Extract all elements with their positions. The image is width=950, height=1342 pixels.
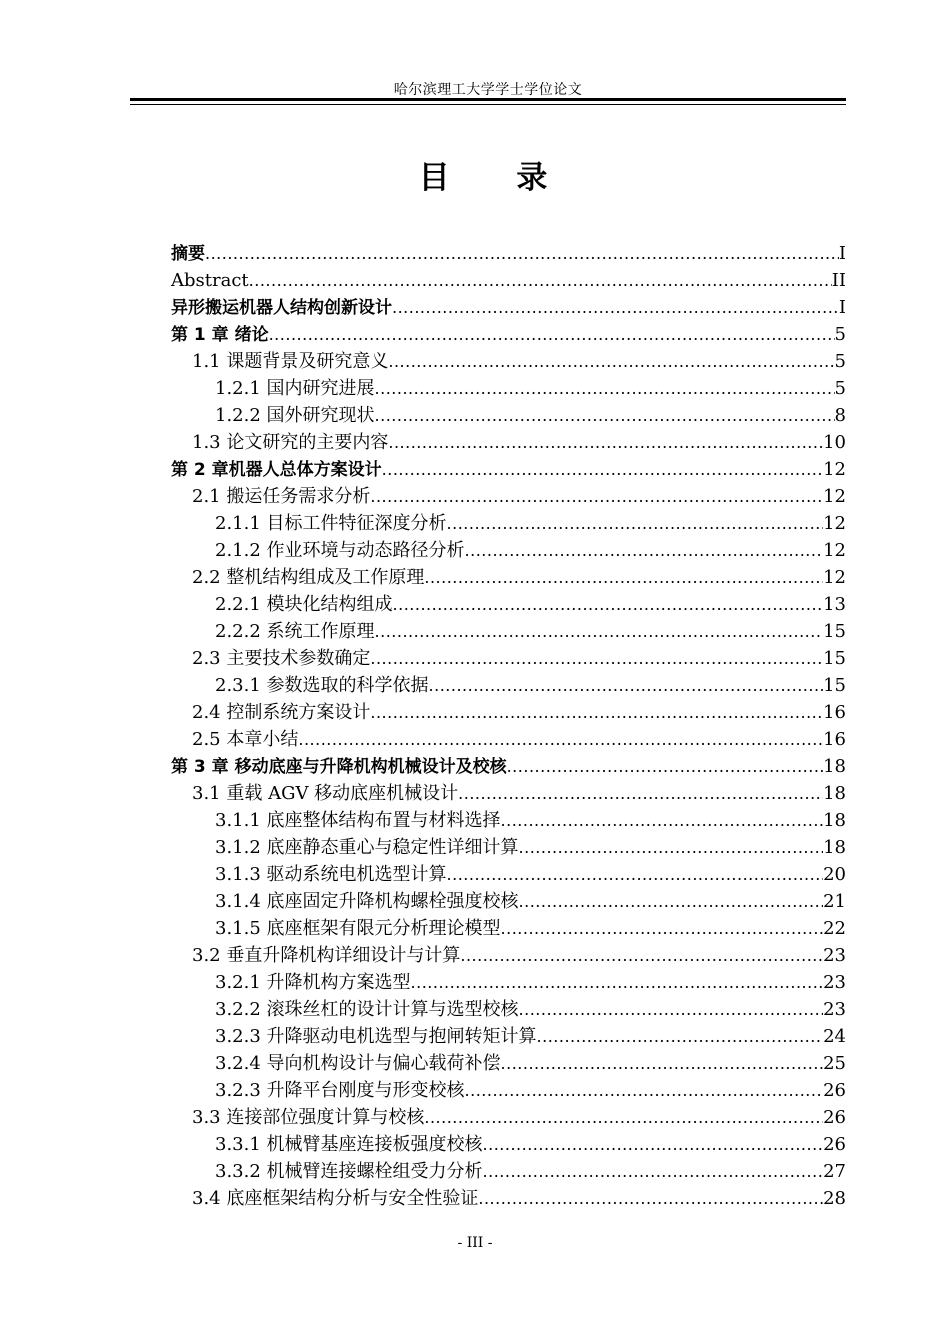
toc-entry[interactable]	[171, 1131, 846, 1158]
toc-entry-page: 28	[823, 1188, 846, 1209]
toc-entry-title: 3.1.2 底座静态重心与稳定性详细计算	[215, 837, 519, 858]
toc-leader-dots	[388, 429, 823, 456]
toc-leader-dots	[458, 780, 823, 807]
toc-entry-page: 5	[834, 324, 846, 345]
toc-entry-page: 12	[823, 540, 846, 561]
toc-leader-dots	[501, 807, 824, 834]
toc-entry-page: 26	[823, 1134, 846, 1155]
toc-entry[interactable]	[171, 780, 846, 807]
toc-entry[interactable]	[171, 645, 846, 672]
toc-entry-title: 2.1.1 目标工件特征深度分析	[215, 513, 447, 534]
toc-entry-title: 2.2 整机结构组成及工作原理	[192, 567, 425, 588]
toc-entry-title: 1.1 课题背景及研究意义	[192, 351, 389, 372]
toc-entry[interactable]	[171, 834, 846, 861]
toc-entry-page: 10	[823, 432, 846, 453]
header-rule-thick	[130, 98, 846, 101]
toc-leader-dots	[205, 240, 839, 267]
toc-leader-dots	[411, 969, 824, 996]
toc-leader-dots	[370, 483, 823, 510]
toc-entry-page: 16	[823, 729, 846, 750]
toc-entry-title: 3.2.3 升降平台刚度与形变校核	[215, 1080, 465, 1101]
toc-entry-title: 2.1.2 作业环境与动态路径分析	[215, 540, 465, 561]
toc-entry-title: 3.2 垂直升降机构详细设计与计算	[192, 945, 461, 966]
running-header: 哈尔滨理工大学学士学位论文	[393, 82, 583, 98]
toc-entry-title: 摘要	[171, 244, 205, 264]
toc-leader-dots	[501, 1050, 824, 1077]
toc-entry[interactable]	[171, 1023, 846, 1050]
toc-entry-page: 12	[823, 567, 846, 588]
toc-entry-page: 8	[834, 405, 846, 426]
toc-entry[interactable]	[171, 1185, 846, 1212]
toc-entry-page: 26	[823, 1080, 846, 1101]
toc-entry-title: 3.2.2 滚珠丝杠的设计计算与选型校核	[215, 999, 519, 1020]
toc-entry[interactable]	[171, 807, 846, 834]
toc-leader-dots	[375, 402, 835, 429]
toc-entry-page: 12	[823, 513, 846, 534]
toc-leader-dots	[537, 1023, 824, 1050]
toc-entry-title: 1.2.1 国内研究进展	[215, 378, 375, 399]
toc-entry-title: 2.3.1 参数选取的科学依据	[215, 675, 429, 696]
toc-entry[interactable]	[171, 321, 846, 348]
toc-entry[interactable]	[171, 969, 846, 996]
toc-leader-dots	[483, 1131, 824, 1158]
toc-leader-dots	[249, 267, 832, 294]
toc-leader-dots	[429, 672, 824, 699]
toc-entry-title: 3.1 重载 AGV 移动底座机械设计	[192, 783, 459, 804]
toc-leader-dots	[370, 699, 823, 726]
toc-entry[interactable]	[171, 402, 846, 429]
toc-entry-title: 3.3.1 机械臂基座连接板强度校核	[215, 1134, 483, 1155]
toc-entry[interactable]	[171, 726, 846, 753]
toc-entry-title: 第 2 章机器人总体方案设计	[171, 460, 382, 480]
toc-entry-title: 3.1.3 驱动系统电机选型计算	[215, 864, 447, 885]
toc-entry[interactable]	[171, 537, 846, 564]
toc-entry-title: Abstract	[171, 270, 249, 291]
toc-entry-title: 3.3 连接部位强度计算与校核	[192, 1107, 425, 1128]
toc-entry-title: 第 3 章 移动底座与升降机构机械设计及校核	[171, 757, 507, 777]
toc-entry-page: I	[838, 243, 846, 264]
toc-entry-title: 3.1.1 底座整体结构布置与材料选择	[215, 810, 501, 831]
toc-leader-dots	[483, 1158, 824, 1185]
toc-leader-dots	[382, 456, 823, 483]
toc-entry-page: 26	[823, 1107, 846, 1128]
toc-entry[interactable]	[171, 1050, 846, 1077]
toc-leader-dots	[519, 834, 824, 861]
toc-entry-page: 18	[823, 756, 846, 777]
toc-leader-dots	[393, 591, 824, 618]
toc-entry[interactable]	[171, 672, 846, 699]
toc-leader-dots	[501, 915, 824, 942]
toc-entry[interactable]	[171, 375, 846, 402]
toc-entry-title: 3.2.1 升降机构方案选型	[215, 972, 411, 993]
toc-entry-page: 25	[823, 1053, 846, 1074]
toc-leader-dots	[465, 537, 824, 564]
toc-entry-title: 2.5 本章小结	[192, 729, 299, 750]
toc-entry[interactable]	[171, 888, 846, 915]
toc-entry[interactable]	[171, 429, 846, 456]
toc-entry[interactable]	[171, 1104, 846, 1131]
toc-leader-dots	[507, 753, 824, 780]
toc-leader-dots	[447, 510, 824, 537]
toc-entry-page: 24	[823, 1026, 846, 1047]
page-title: 目 录	[418, 160, 576, 196]
toc-leader-dots	[424, 1104, 823, 1131]
toc-entry-page: II	[831, 270, 846, 291]
toc-leader-dots	[388, 348, 834, 375]
page-number: - III -	[457, 1235, 493, 1251]
toc-entry[interactable]	[171, 618, 846, 645]
toc-entry-page: 23	[823, 972, 846, 993]
toc-entry-page: 15	[823, 621, 846, 642]
toc-entry-page: 18	[823, 783, 846, 804]
toc-leader-dots	[465, 1077, 824, 1104]
toc-entry[interactable]	[171, 996, 846, 1023]
toc-entry[interactable]	[171, 591, 846, 618]
toc-entry[interactable]	[171, 456, 846, 483]
table-of-contents	[171, 240, 846, 1212]
toc-entry[interactable]	[171, 564, 846, 591]
toc-entry[interactable]	[171, 240, 846, 267]
toc-entry-page: 16	[823, 702, 846, 723]
header-rule-thin	[130, 104, 846, 105]
toc-entry-title: 2.4 控制系统方案设计	[192, 702, 371, 723]
toc-entry-page: 13	[823, 594, 846, 615]
toc-leader-dots	[375, 375, 835, 402]
toc-entry-page: 15	[823, 648, 846, 669]
toc-entry[interactable]	[171, 348, 846, 375]
toc-entry-page: 5	[834, 378, 846, 399]
toc-entry-title: 2.3 主要技术参数确定	[192, 648, 371, 669]
toc-entry-page: 27	[823, 1161, 846, 1182]
toc-leader-dots	[298, 726, 823, 753]
toc-entry-title: 2.1 搬运任务需求分析	[192, 486, 371, 507]
toc-leader-dots	[478, 1185, 823, 1212]
toc-entry-title: 2.2.1 模块化结构组成	[215, 594, 393, 615]
toc-leader-dots	[460, 942, 823, 969]
toc-entry-title: 2.2.2 系统工作原理	[215, 621, 375, 642]
toc-entry[interactable]	[171, 915, 846, 942]
toc-entry[interactable]	[171, 753, 846, 780]
toc-leader-dots	[269, 321, 835, 348]
toc-entry-title: 3.3.2 机械臂连接螺栓组受力分析	[215, 1161, 483, 1182]
toc-leader-dots	[447, 861, 824, 888]
toc-entry[interactable]	[171, 942, 846, 969]
toc-entry-title: 3.4 底座框架结构分析与安全性验证	[192, 1188, 479, 1209]
toc-entry[interactable]	[171, 1077, 846, 1104]
toc-entry-page: 23	[823, 945, 846, 966]
toc-entry-page: 23	[823, 999, 846, 1020]
toc-leader-dots	[392, 294, 839, 321]
toc-entry-page: 18	[823, 810, 846, 831]
toc-entry-title: 3.1.4 底座固定升降机构螺栓强度校核	[215, 891, 519, 912]
toc-entry-page: 20	[823, 864, 846, 885]
toc-entry-title: 3.2.4 导向机构设计与偏心载荷补偿	[215, 1053, 501, 1074]
toc-leader-dots	[519, 996, 824, 1023]
toc-entry-page: 12	[823, 459, 846, 480]
toc-entry-page: I	[838, 297, 846, 318]
toc-entry-title: 3.2.3 升降驱动电机选型与抱闸转矩计算	[215, 1026, 537, 1047]
toc-entry-title: 第 1 章 绪论	[171, 325, 269, 345]
toc-entry[interactable]	[171, 267, 846, 294]
toc-entry[interactable]	[171, 1158, 846, 1185]
toc-entry[interactable]	[171, 294, 846, 321]
toc-entry[interactable]	[171, 699, 846, 726]
toc-entry-page: 22	[823, 918, 846, 939]
toc-entry-page: 12	[823, 486, 846, 507]
toc-entry-page: 18	[823, 837, 846, 858]
toc-entry[interactable]	[171, 861, 846, 888]
toc-leader-dots	[519, 888, 824, 915]
toc-entry-title: 异形搬运机器人结构创新设计	[171, 298, 392, 318]
toc-entry[interactable]	[171, 483, 846, 510]
toc-entry-page: 15	[823, 675, 846, 696]
toc-leader-dots	[370, 645, 823, 672]
toc-entry[interactable]	[171, 510, 846, 537]
toc-entry-title: 1.2.2 国外研究现状	[215, 405, 375, 426]
toc-entry-title: 3.1.5 底座框架有限元分析理论模型	[215, 918, 501, 939]
toc-entry-title: 1.3 论文研究的主要内容	[192, 432, 389, 453]
toc-entry-page: 21	[823, 891, 846, 912]
toc-entry-page: 5	[834, 351, 846, 372]
toc-leader-dots	[424, 564, 823, 591]
toc-leader-dots	[375, 618, 824, 645]
